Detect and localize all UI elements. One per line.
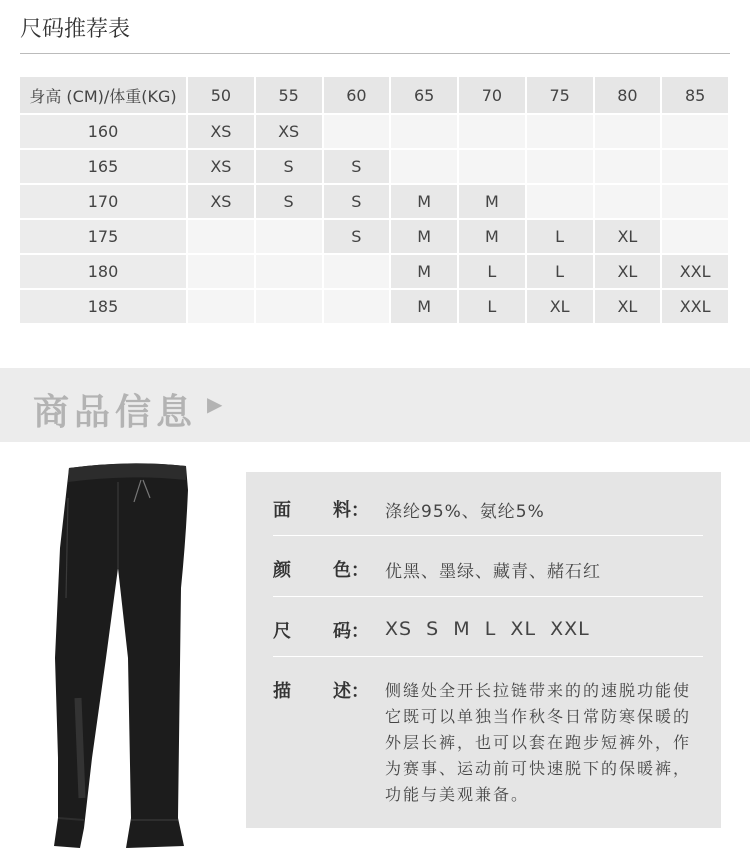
size-cell: M — [391, 290, 457, 323]
size-cell — [188, 255, 254, 288]
size-cell — [324, 115, 390, 148]
size-cell: M — [459, 185, 525, 218]
size-cell — [188, 290, 254, 323]
size-cell: XS — [188, 185, 254, 218]
jogger-pants-image — [38, 458, 213, 850]
size-cell — [324, 290, 390, 323]
size-cell: M — [391, 220, 457, 253]
size-cell: XL — [595, 255, 661, 288]
size-cell: L — [459, 255, 525, 288]
size-cell — [527, 185, 593, 218]
size-table — [18, 75, 730, 325]
height-cell: 170 — [20, 185, 186, 218]
size-cell — [256, 220, 322, 253]
size-cell — [459, 115, 525, 148]
size-cell: S — [324, 185, 390, 218]
size-cell: XXL — [662, 255, 728, 288]
size-cell — [662, 185, 728, 218]
page-title: 尺码推荐表 — [20, 17, 131, 42]
size-cell — [256, 255, 322, 288]
header-cell: 65 — [391, 77, 457, 113]
size-cell: XS — [256, 115, 322, 148]
product-info-panel — [246, 472, 721, 828]
size-cell — [527, 150, 593, 183]
description-text: 侧缝处全开长拉链带来的的速脱功能使 它既可以单独当作秋冬日常防寒保暖的 外层长裤，也可以套在跑步短裤外，作 为赛事、运动前可快速脱下的保暖裤， 功能与美观兼备。 — [385, 681, 692, 804]
header-cell: 身高 (CM)/体重(KG) — [20, 77, 186, 113]
height-cell: 165 — [20, 150, 186, 183]
header-cell: 60 — [324, 77, 390, 113]
table-row — [20, 115, 728, 148]
size-cell: S — [256, 150, 322, 183]
size-cell — [256, 290, 322, 323]
header-cell: 70 — [459, 77, 525, 113]
color-value: 优黑、墨绿、藏青、赭石红 — [385, 562, 601, 582]
info-divider — [273, 535, 703, 536]
size-cell — [662, 150, 728, 183]
height-cell: 185 — [20, 290, 186, 323]
size-cell: XS — [188, 150, 254, 183]
size-cell — [527, 115, 593, 148]
table-row — [20, 185, 728, 218]
title-divider — [20, 53, 730, 54]
fabric-value: 涤纶95%、氨纶5% — [385, 502, 545, 522]
size-cell: L — [459, 290, 525, 323]
table-row — [20, 290, 728, 323]
size-cell: XS — [188, 115, 254, 148]
info-divider — [273, 656, 703, 657]
table-row — [20, 255, 728, 288]
header-cell: 80 — [595, 77, 661, 113]
size-cell: XL — [595, 220, 661, 253]
size-cell — [391, 115, 457, 148]
size-cell — [391, 150, 457, 183]
play-arrow-icon: ▶ — [207, 392, 223, 416]
header-cell: 50 — [188, 77, 254, 113]
size-cell — [188, 220, 254, 253]
size-value: XS S M L XL XXL — [385, 618, 590, 640]
size-cell: M — [391, 255, 457, 288]
size-cell — [662, 115, 728, 148]
height-cell: 175 — [20, 220, 186, 253]
height-cell: 160 — [20, 115, 186, 148]
section-title: 商品信息 — [33, 392, 198, 433]
table-row — [20, 220, 728, 253]
section-banner — [0, 368, 750, 442]
color-label: 颜 色： — [273, 560, 369, 581]
size-cell — [324, 255, 390, 288]
info-divider — [273, 596, 703, 597]
size-cell: XXL — [662, 290, 728, 323]
header-cell: 55 — [256, 77, 322, 113]
header-cell: 75 — [527, 77, 593, 113]
size-label: 尺 码： — [273, 621, 369, 642]
size-cell: XL — [595, 290, 661, 323]
height-cell: 180 — [20, 255, 186, 288]
description-label: 描 述： — [273, 681, 369, 702]
table-row — [20, 150, 728, 183]
size-cell: L — [527, 220, 593, 253]
size-cell — [459, 150, 525, 183]
size-cell: M — [391, 185, 457, 218]
size-cell: S — [324, 150, 390, 183]
size-cell: S — [324, 220, 390, 253]
size-table-header-row — [20, 77, 728, 113]
fabric-label: 面 料： — [273, 500, 369, 521]
size-cell — [595, 115, 661, 148]
size-cell — [662, 220, 728, 253]
size-cell: M — [459, 220, 525, 253]
size-cell: L — [527, 255, 593, 288]
size-cell — [595, 150, 661, 183]
size-cell — [595, 185, 661, 218]
size-cell: S — [256, 185, 322, 218]
size-cell: XL — [527, 290, 593, 323]
header-cell: 85 — [662, 77, 728, 113]
